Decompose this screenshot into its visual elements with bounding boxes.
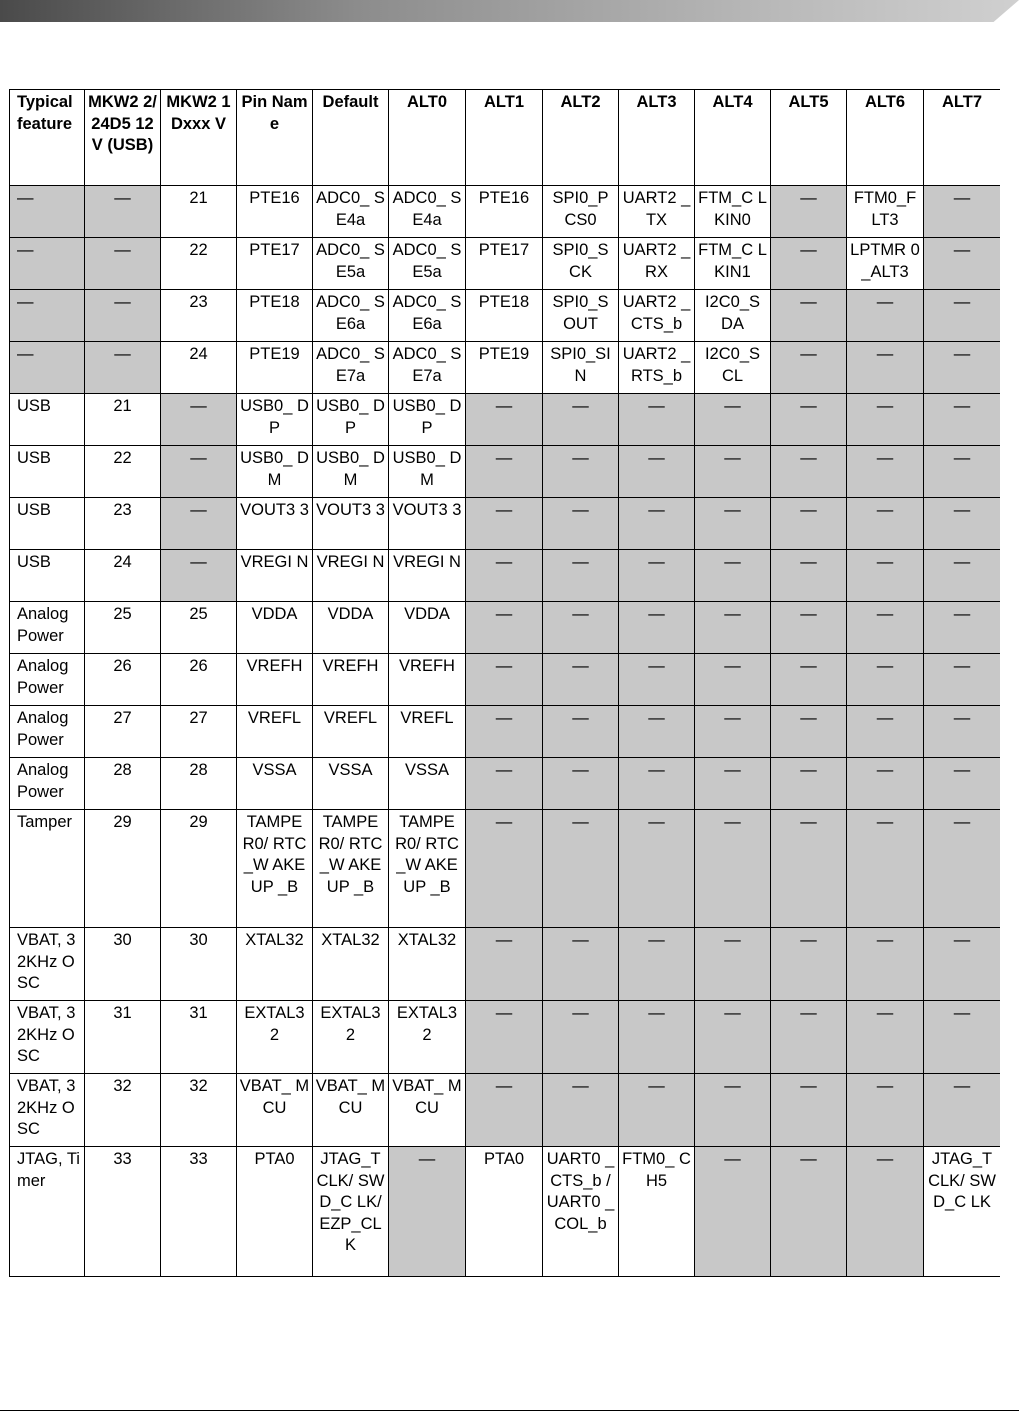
table-cell: VOUT3 3 <box>389 498 466 550</box>
table-cell: — <box>161 446 237 498</box>
table-cell: — <box>619 1001 695 1074</box>
table-cell: VOUT3 3 <box>237 498 313 550</box>
table-cell: — <box>771 238 847 290</box>
table-cell: SPI0_P CS0 <box>543 186 619 238</box>
table-cell: — <box>847 1001 924 1074</box>
table-cell: — <box>466 394 543 446</box>
table-cell: 27 <box>161 706 237 758</box>
table-cell: — <box>771 446 847 498</box>
table-cell: TAMPE R0/ RTC_W AKEUP _B <box>237 810 313 928</box>
table-cell: — <box>847 706 924 758</box>
table-cell: PTE16 <box>237 186 313 238</box>
table-cell: — <box>389 1147 466 1277</box>
table-cell: — <box>924 290 1001 342</box>
feature-cell: USB <box>10 550 85 602</box>
feature-cell: Tamper <box>10 810 85 928</box>
table-cell: — <box>847 342 924 394</box>
table-cell: — <box>771 758 847 810</box>
table-cell: ADC0_ SE4a <box>313 186 389 238</box>
table-cell: VREGI N <box>313 550 389 602</box>
table-cell: — <box>619 758 695 810</box>
table-row <box>10 446 1001 498</box>
table-cell: — <box>543 498 619 550</box>
feature-cell: USB <box>10 394 85 446</box>
table-cell: VREFH <box>389 654 466 706</box>
table-cell: — <box>466 810 543 928</box>
table-cell: 27 <box>85 706 161 758</box>
table-cell: 28 <box>161 758 237 810</box>
table-cell: 23 <box>85 498 161 550</box>
table-cell: SPI0_S OUT <box>543 290 619 342</box>
table-cell: — <box>695 602 771 654</box>
table-row <box>10 186 1001 238</box>
table-cell: — <box>924 446 1001 498</box>
table-row <box>10 238 1001 290</box>
table-cell: — <box>695 928 771 1001</box>
table-cell: — <box>161 550 237 602</box>
table-cell: VBAT_ MCU <box>389 1074 466 1147</box>
header-mkw21: MKW2 1Dxxx V <box>161 90 237 186</box>
table-cell: 30 <box>85 928 161 1001</box>
feature-cell: — <box>10 238 85 290</box>
table-cell: VBAT_ MCU <box>313 1074 389 1147</box>
table-row <box>10 342 1001 394</box>
table-cell: — <box>466 602 543 654</box>
table-cell: — <box>619 1074 695 1147</box>
feature-cell: JTAG, Timer <box>10 1147 85 1277</box>
table-cell: — <box>924 810 1001 928</box>
table-cell: 24 <box>85 550 161 602</box>
table-row <box>10 1001 1001 1074</box>
table-cell: USB0_ DM <box>237 446 313 498</box>
table-cell: — <box>847 550 924 602</box>
table-cell: FTM0_ CH5 <box>619 1147 695 1277</box>
table-row <box>10 1074 1001 1147</box>
table-cell: XTAL32 <box>313 928 389 1001</box>
table-cell: UART2 _CTS_b <box>619 290 695 342</box>
table-cell: 26 <box>161 654 237 706</box>
table-cell: I2C0_S CL <box>695 342 771 394</box>
table-row <box>10 290 1001 342</box>
header-alt1: ALT1 <box>466 90 543 186</box>
table-cell: — <box>619 810 695 928</box>
table-cell: — <box>466 446 543 498</box>
header-typical-feature: Typical feature <box>10 90 85 186</box>
table-cell: FTM_C LKIN0 <box>695 186 771 238</box>
table-cell: — <box>847 1074 924 1147</box>
table-cell: — <box>543 394 619 446</box>
table-cell: — <box>543 550 619 602</box>
footer-rule <box>0 1410 1019 1411</box>
table-cell: 25 <box>85 602 161 654</box>
header-alt6: ALT6 <box>847 90 924 186</box>
table-cell: — <box>543 810 619 928</box>
table-cell: — <box>695 1147 771 1277</box>
feature-cell: — <box>10 342 85 394</box>
table-cell: — <box>543 928 619 1001</box>
feature-cell: — <box>10 186 85 238</box>
table-row <box>10 654 1001 706</box>
table-cell: — <box>924 1074 1001 1147</box>
table-cell: 26 <box>85 654 161 706</box>
header-alt5: ALT5 <box>771 90 847 186</box>
table-cell: PTA0 <box>466 1147 543 1277</box>
table-cell: PTE17 <box>466 238 543 290</box>
feature-cell: USB <box>10 446 85 498</box>
table-cell: EXTAL3 2 <box>313 1001 389 1074</box>
table-cell: — <box>466 498 543 550</box>
table-row <box>10 498 1001 550</box>
table-cell: VSSA <box>237 758 313 810</box>
table-cell: VREFL <box>237 706 313 758</box>
table-cell: — <box>695 498 771 550</box>
table-cell: PTA0 <box>237 1147 313 1277</box>
table-cell: — <box>466 1074 543 1147</box>
table-cell: — <box>924 602 1001 654</box>
feature-cell: — <box>10 290 85 342</box>
pinout-table-container <box>9 89 1000 1277</box>
table-cell: — <box>847 928 924 1001</box>
table-cell: VDDA <box>313 602 389 654</box>
feature-cell: Analog Power <box>10 758 85 810</box>
header-bar <box>0 0 1019 22</box>
table-cell: JTAG_T CLK/ SWD_C LK/ EZP_CL K <box>313 1147 389 1277</box>
table-cell: 31 <box>85 1001 161 1074</box>
table-cell: — <box>695 706 771 758</box>
table-row <box>10 602 1001 654</box>
table-cell: ADC0_ SE7a <box>389 342 466 394</box>
table-cell: LPTMR 0_ALT3 <box>847 238 924 290</box>
feature-cell: Analog Power <box>10 654 85 706</box>
table-cell: — <box>695 1074 771 1147</box>
table-cell: USB0_ DP <box>237 394 313 446</box>
feature-cell: VBAT, 32KHz OSC <box>10 1001 85 1074</box>
table-cell: — <box>924 342 1001 394</box>
table-cell: — <box>543 706 619 758</box>
table-cell: — <box>619 446 695 498</box>
table-cell: 32 <box>85 1074 161 1147</box>
table-cell: 28 <box>85 758 161 810</box>
table-cell: — <box>161 498 237 550</box>
table-cell: — <box>771 550 847 602</box>
header-alt3: ALT3 <box>619 90 695 186</box>
table-cell: — <box>924 758 1001 810</box>
table-cell: ADC0_ SE7a <box>313 342 389 394</box>
table-cell: — <box>771 810 847 928</box>
table-cell: — <box>543 758 619 810</box>
table-cell: — <box>847 654 924 706</box>
table-cell: JTAG_T CLK/ SWD_C LK <box>924 1147 1001 1277</box>
table-cell: — <box>771 928 847 1001</box>
table-cell: VSSA <box>313 758 389 810</box>
table-cell: — <box>161 394 237 446</box>
table-cell: 33 <box>161 1147 237 1277</box>
table-cell: 24 <box>161 342 237 394</box>
table-cell: — <box>771 290 847 342</box>
table-cell: — <box>466 928 543 1001</box>
pinout-table <box>9 89 1000 1277</box>
feature-cell: VBAT, 32KHz OSC <box>10 928 85 1001</box>
table-cell: — <box>85 290 161 342</box>
table-cell: PTE17 <box>237 238 313 290</box>
table-cell: — <box>466 758 543 810</box>
table-cell: USB0_ DM <box>389 446 466 498</box>
table-cell: — <box>924 550 1001 602</box>
table-cell: — <box>85 342 161 394</box>
table-cell: 29 <box>161 810 237 928</box>
table-cell: TAMPE R0/ RTC_W AKEUP _B <box>389 810 466 928</box>
table-cell: FTM0_F LT3 <box>847 186 924 238</box>
table-cell: — <box>695 758 771 810</box>
table-cell: I2C0_S DA <box>695 290 771 342</box>
table-cell: 22 <box>85 446 161 498</box>
feature-cell: VBAT, 32KHz OSC <box>10 1074 85 1147</box>
table-cell: — <box>924 498 1001 550</box>
table-cell: — <box>924 238 1001 290</box>
table-cell: EXTAL3 2 <box>389 1001 466 1074</box>
table-cell: FTM_C LKIN1 <box>695 238 771 290</box>
table-cell: — <box>924 928 1001 1001</box>
table-cell: — <box>619 654 695 706</box>
table-cell: PTE19 <box>466 342 543 394</box>
table-row <box>10 706 1001 758</box>
table-cell: USB0_ DM <box>313 446 389 498</box>
header-alt0: ALT0 <box>389 90 466 186</box>
table-cell: — <box>695 394 771 446</box>
table-cell: — <box>543 602 619 654</box>
header-default: Default <box>313 90 389 186</box>
header-pin-name: Pin Name <box>237 90 313 186</box>
table-cell: — <box>847 394 924 446</box>
header-alt7: ALT7 <box>924 90 1001 186</box>
table-cell: VDDA <box>389 602 466 654</box>
table-cell: VREGI N <box>389 550 466 602</box>
table-cell: — <box>847 498 924 550</box>
table-cell: VBAT_ MCU <box>237 1074 313 1147</box>
feature-cell: USB <box>10 498 85 550</box>
table-cell: VREFH <box>313 654 389 706</box>
table-cell: — <box>85 238 161 290</box>
table-cell: USB0_ DP <box>389 394 466 446</box>
table-cell: — <box>543 1001 619 1074</box>
table-cell: SPI0_SI N <box>543 342 619 394</box>
table-cell: — <box>847 1147 924 1277</box>
table-cell: — <box>924 706 1001 758</box>
table-row <box>10 1147 1001 1277</box>
feature-cell: Analog Power <box>10 706 85 758</box>
table-cell: TAMPE R0/ RTC_W AKEUP _B <box>313 810 389 928</box>
table-cell: — <box>771 1147 847 1277</box>
header-alt2: ALT2 <box>543 90 619 186</box>
table-cell: VREFH <box>237 654 313 706</box>
table-cell: — <box>771 1001 847 1074</box>
table-body <box>10 186 1001 1277</box>
table-cell: — <box>466 654 543 706</box>
table-cell: ADC0_ SE5a <box>389 238 466 290</box>
header-alt4: ALT4 <box>695 90 771 186</box>
table-cell: — <box>924 186 1001 238</box>
table-cell: PTE19 <box>237 342 313 394</box>
table-cell: XTAL32 <box>389 928 466 1001</box>
table-cell: — <box>924 394 1001 446</box>
table-cell: — <box>847 810 924 928</box>
table-cell: 23 <box>161 290 237 342</box>
header-mkw22: MKW2 2/24D5 12V (USB) <box>85 90 161 186</box>
table-cell: VREGI N <box>237 550 313 602</box>
table-cell: PTE16 <box>466 186 543 238</box>
table-cell: VSSA <box>389 758 466 810</box>
table-cell: — <box>771 342 847 394</box>
table-cell: SPI0_S CK <box>543 238 619 290</box>
table-cell: — <box>695 810 771 928</box>
table-cell: USB0_ DP <box>313 394 389 446</box>
table-cell: VREFL <box>313 706 389 758</box>
table-cell: 21 <box>161 186 237 238</box>
table-cell: 22 <box>161 238 237 290</box>
table-cell: ADC0_ SE6a <box>313 290 389 342</box>
table-cell: VREFL <box>389 706 466 758</box>
feature-cell: Analog Power <box>10 602 85 654</box>
table-cell: VOUT3 3 <box>313 498 389 550</box>
table-cell: — <box>847 446 924 498</box>
table-cell: UART2 _RX <box>619 238 695 290</box>
table-cell: — <box>619 928 695 1001</box>
table-cell: — <box>771 1074 847 1147</box>
table-row <box>10 758 1001 810</box>
table-cell: — <box>771 498 847 550</box>
table-cell: — <box>695 446 771 498</box>
table-cell: — <box>466 706 543 758</box>
table-cell: 32 <box>161 1074 237 1147</box>
table-cell: 31 <box>161 1001 237 1074</box>
table-cell: — <box>695 654 771 706</box>
table-cell: — <box>771 186 847 238</box>
table-cell: UART2 _TX <box>619 186 695 238</box>
table-cell: — <box>847 758 924 810</box>
table-cell: — <box>771 706 847 758</box>
table-cell: — <box>466 550 543 602</box>
table-cell: — <box>771 394 847 446</box>
table-row <box>10 810 1001 928</box>
table-row <box>10 928 1001 1001</box>
table-cell: 29 <box>85 810 161 928</box>
table-cell: 25 <box>161 602 237 654</box>
table-cell: — <box>543 446 619 498</box>
table-cell: 33 <box>85 1147 161 1277</box>
table-cell: 21 <box>85 394 161 446</box>
table-cell: — <box>771 602 847 654</box>
table-cell: — <box>924 1001 1001 1074</box>
table-cell: — <box>924 654 1001 706</box>
table-cell: — <box>695 550 771 602</box>
table-cell: — <box>619 394 695 446</box>
table-cell: — <box>771 654 847 706</box>
table-cell: EXTAL3 2 <box>237 1001 313 1074</box>
table-cell: — <box>619 706 695 758</box>
table-cell: UART2 _RTS_b <box>619 342 695 394</box>
table-cell: — <box>695 1001 771 1074</box>
table-cell: XTAL32 <box>237 928 313 1001</box>
table-row <box>10 394 1001 446</box>
table-cell: VDDA <box>237 602 313 654</box>
table-cell: — <box>466 1001 543 1074</box>
table-cell: PTE18 <box>466 290 543 342</box>
table-cell: — <box>619 498 695 550</box>
table-cell: UART0 _CTS_b / UART0 _COL_b <box>543 1147 619 1277</box>
table-cell: ADC0_ SE4a <box>389 186 466 238</box>
table-cell: — <box>85 186 161 238</box>
table-cell: — <box>543 1074 619 1147</box>
table-cell: ADC0_ SE6a <box>389 290 466 342</box>
table-cell: — <box>543 654 619 706</box>
table-row <box>10 550 1001 602</box>
table-cell: — <box>619 550 695 602</box>
table-cell: — <box>847 602 924 654</box>
table-cell: — <box>619 602 695 654</box>
table-cell: PTE18 <box>237 290 313 342</box>
table-cell: 30 <box>161 928 237 1001</box>
table-cell: — <box>847 290 924 342</box>
table-cell: ADC0_ SE5a <box>313 238 389 290</box>
table-header-row <box>10 90 1001 186</box>
